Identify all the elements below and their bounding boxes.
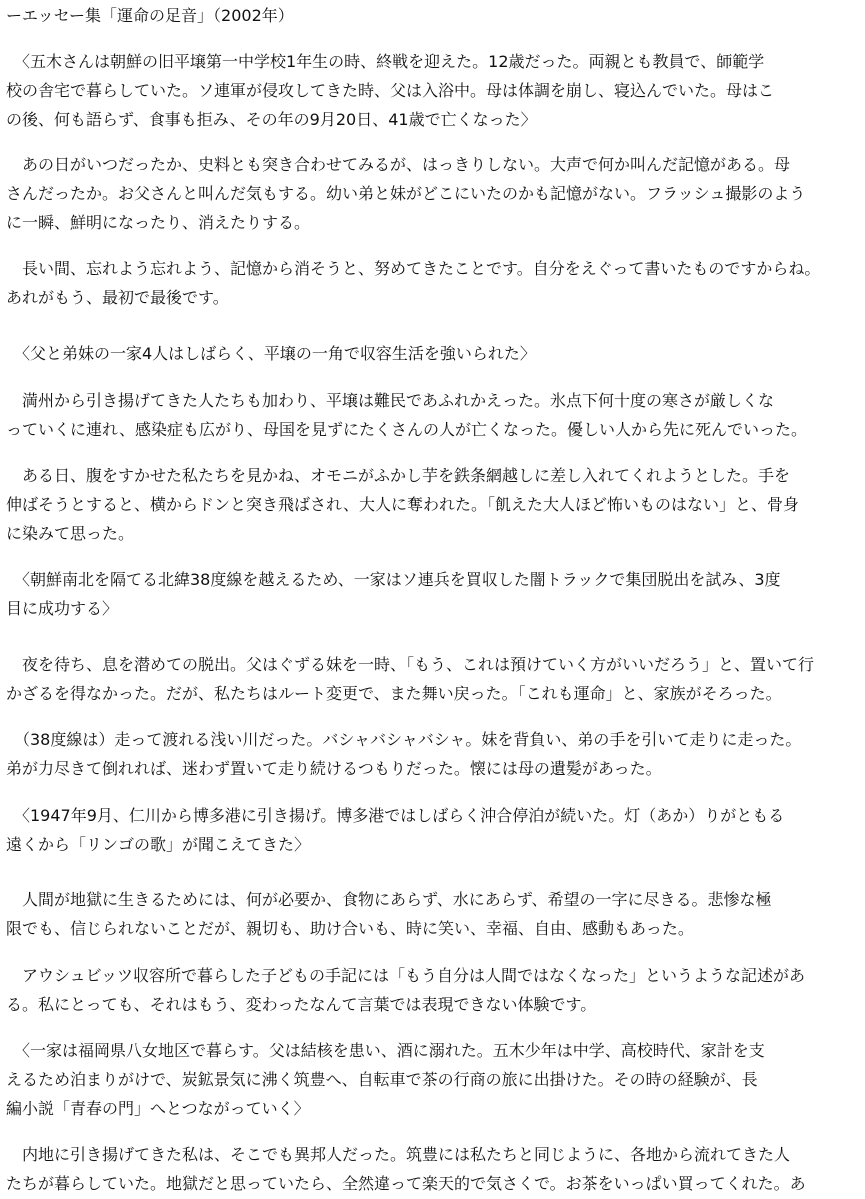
paragraph-sweet-potato: ある日、腹をすかせた私たちを見かね、オモニがふかし芋を鉄条網越しに差し入れてくれようとした。手を 伸ばそうとすると、横からドンと突き飛ばされ、大人に奪われた。「飢えた大人ほど怖いものはない」と、骨身 に染みて思った。 bbox=[6, 466, 799, 543]
paragraph-that-day: あの日がいつだったか、史料とも突き合わせてみるが、はっきりしない。大声で何か叫んだ記憶がある。母 さんだったか。お父さんと叫んだ気もする。幼い弟と妹がどこにいたのかも記憶がない。フラッシュ撮影のよう に一瞬、鮮明になったり、消えたりする。 bbox=[6, 155, 806, 232]
paragraph-yame: 〈一家は福岡県八女地区で暮らす。父は結核を患い、酒に溺れた。五木少年は中学、高校時代、家計を支 えるため泊まりがけで、炭鉱景気に沸く筑豊へ、自転車で茶の行商の旅に出掛けた。その時の経験が、長 編小説「青春の門」へとつながっていく〉 bbox=[6, 1041, 765, 1118]
paragraph-river: （38度線は）走って渡れる浅い川だった。バシャバシャバシャ。妹を背負い、弟の手を引いて走りに走った。 弟が力尽きて倒れれば、迷わず置いて走り続けるつもりだった。懐には母の遺髪があった。 bbox=[6, 730, 802, 778]
paragraph-hakata: 〈1947年9月、仁川から博多港に引き揚げ。博多港ではしばらく沖合停泊が続いた。灯（あか）りがともる 遠くから「リンゴの歌」が聞こえてきた〉 bbox=[6, 806, 785, 854]
paragraph-internment: 〈父と弟妹の一家4人はしばらく、平壌の一角で収容生活を強いられた〉 bbox=[6, 344, 536, 363]
paragraph-auschwitz: アウシュビッツ収容所で暮らした子どもの手記には「もう自分は人間ではなくなった」というような記述があ る。私にとっても、それはもう、変わったなんて言葉では表現できない体験です。 bbox=[6, 966, 806, 1014]
source-line: ーエッセー集「運命の足音」（2002年） bbox=[6, 6, 294, 25]
paragraph-38th-parallel: 〈朝鮮南北を隔てる北緯38度線を越えるため、一家はソ連兵を買収した闇トラックで集団脱出を試み、3度 目に成功する〉 bbox=[6, 570, 781, 618]
paragraph-hope: 人間が地獄に生きるためには、何が必要か、食物にあらず、水にあらず、希望の一字に尽きる。悲惨な極 限でも、信じられないことだが、親切も、助け合いも、時に笑い、幸福、自由、感動もあった。 bbox=[6, 890, 772, 938]
paragraph-escape: 夜を待ち、息を潜めての脱出。父はぐずる妹を一時、「もう、これは預けていく方がいいだろう」と、置いて行 かざるを得なかった。だが、私たちはルート変更で、また舞い戻った。「これも運命」と、家族がそろった。 bbox=[6, 655, 815, 703]
paragraph-refugees: 満州から引き揚げてきた人たちも加わり、平壌は難民であふれかえった。氷点下何十度の寒さが厳しくな っていくに連れ、感染症も広がり、母国を見ずにたくさんの人が亡くなった。優しい人から先に死んでいった。 bbox=[6, 391, 807, 439]
paragraph-memory: 長い間、忘れよう忘れよう、記憶から消そうと、努めてきたことです。自分をえぐって書いたものですからね。 あれがもう、最初で最後です。 bbox=[6, 259, 821, 307]
paragraph-chikuho: 内地に引き揚げてきた私は、そこでも異邦人だった。筑豊には私たちと同じように、各地から流れてきた人 たちが暮らしていた。地獄だと思っていたら、全然違って楽天的で気さくで。お茶をいっぱい買ってくれた。あ bbox=[6, 1145, 806, 1193]
paragraph-end-of-war: 〈五木さんは朝鮮の旧平壌第一中学校1年生の時、終戦を迎えた。12歳だった。両親とも教員で、師範学 校の舎宅で暮らしていた。ソ連軍が侵攻してきた時、父は入浴中。母は体調を崩し、寝込んでいた。母はこ の後、何も語らず、食事も拒み、その年の9月20日、41歳で亡くなった〉 bbox=[6, 52, 775, 129]
